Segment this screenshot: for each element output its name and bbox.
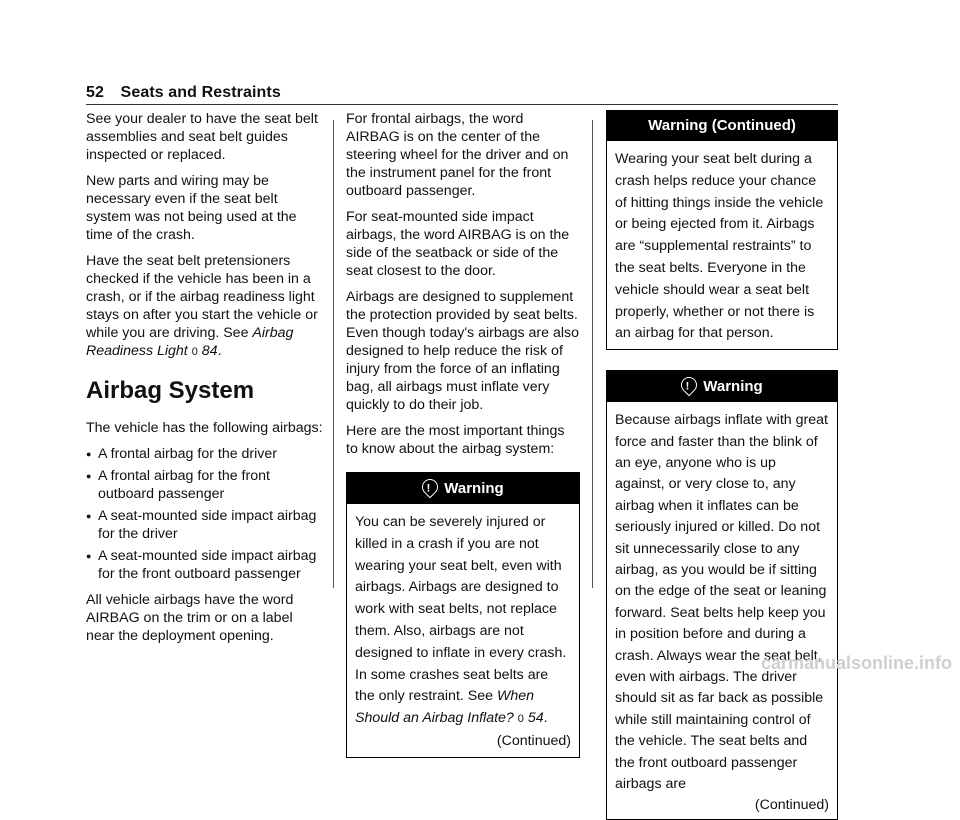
warning-body <box>607 402 837 819</box>
cross-reference-link[interactable]: When Should an Airbag Inflate? <box>355 688 535 727</box>
paragraph: See your dealer to have the seat belt assemblies and seat belt guides inspected or replaced. <box>86 111 318 163</box>
paragraph-text: Have the seat belt pretensioners checked if the vehicle has been in a crash, or if the airbag readiness light stays on after you start the vehicle or while you are driving. See <box>86 253 318 341</box>
warning-box <box>346 472 580 758</box>
warning-body <box>347 504 579 757</box>
column-1 <box>86 110 324 653</box>
paragraph: New parts and wiring may be necessary even if the seat belt system was not being used at the time of the crash. <box>86 173 297 243</box>
cross-reference-link[interactable]: Airbag Readiness Light <box>86 325 294 359</box>
list-item: ● A frontal airbag for the driver <box>86 445 324 463</box>
page-header <box>86 84 281 102</box>
header-rule <box>86 104 838 105</box>
page-number: 52 <box>86 84 104 101</box>
warning-text: You can be severely injured or killed in a crash if you are not wearing your seat belt, even with airbags. Airbags are designed to work with seat belts, not replace them. Also, airbags are not designed to inflate in every crash. In some crashes seat belts are the only restraint. See <box>355 514 567 705</box>
page-reference[interactable]: 84 <box>201 343 218 359</box>
paragraph: All vehicle airbags have the word AIRBAG on the trim or on a label near the deployment opening. <box>86 592 294 644</box>
warning-box <box>606 370 838 820</box>
paragraph <box>86 252 324 361</box>
warning-text: Because airbags inflate with great force and faster than the blink of an eye, anyone who is up against, or very close to, any airbag when it inflates can be seriously injured or killed. Do not sit unnecessarily close to any airbag, as you would be if sitting on the edge of the seat or leaning forward. Seat belts help keep you in position before and during a crash. Always wear the seat belt, even with airbags. The driver should sit as far back as possible while still maintaining control of the vehicle. The seat belts and the front outboard passenger airbags are <box>615 412 828 793</box>
list-item: ● A seat-mounted side impact airbag for the driver <box>86 507 324 543</box>
column-2 <box>346 110 580 758</box>
list-item: ● A frontal airbag for the front outboard passenger <box>86 467 324 503</box>
punctuation: . <box>543 710 548 727</box>
airbag-list <box>86 445 324 583</box>
warning-header: Warning (Continued) <box>607 111 837 141</box>
column-divider-1 <box>333 120 334 588</box>
paragraph: For frontal airbags, the word AIRBAG is on the center of the steering wheel for the driver and on the instrument panel for the front outboard passenger. <box>346 111 569 199</box>
warning-icon <box>419 476 442 499</box>
continued-label: (Continued) <box>754 797 829 814</box>
column-divider-2 <box>592 120 593 588</box>
column-3 <box>606 110 838 820</box>
warning-icon <box>678 374 701 397</box>
punctuation: . <box>217 343 222 359</box>
paragraph: The vehicle has the following airbags: <box>86 420 323 436</box>
page-ref-arrow-icon: 0 <box>191 346 198 358</box>
page-reference[interactable]: 54 <box>527 710 544 727</box>
warning-title: Warning <box>444 480 504 497</box>
warning-header <box>347 473 579 504</box>
paragraph: Here are the most important things to know about the airbag system: <box>346 423 565 457</box>
warning-continued-box <box>606 110 838 350</box>
warning-title: Warning <box>703 378 763 396</box>
warning-body: Wearing your seat belt during a crash helps reduce your chance of hitting things inside the vehicle or being ejected from it. Airbags are “supplemental restraints” to the seat belts. Everyone in the vehicle should wear a seat belt properly, whether or not there is an airbag for that person. <box>615 151 824 342</box>
continued-label: (Continued) <box>496 732 571 749</box>
section-title: Airbag System <box>86 377 255 404</box>
list-item: ● A seat-mounted side impact airbag for the front outboard passenger <box>86 547 324 583</box>
watermark: carmanualsonline.info <box>760 653 952 673</box>
paragraph: For seat-mounted side impact airbags, the word AIRBAG is on the side of the seatback or side of the seat closest to the door. <box>346 209 570 279</box>
chapter-title: Seats and Restraints <box>120 84 281 101</box>
paragraph: Airbags are designed to supplement the protection provided by seat belts. Even though today's airbags are also designed to help reduce the risk of injury from the force of an inflating bag, all airbags must inflate very quickly to do their job. <box>346 289 580 413</box>
warning-header <box>607 371 837 402</box>
page-ref-arrow-icon: 0 <box>517 713 524 726</box>
